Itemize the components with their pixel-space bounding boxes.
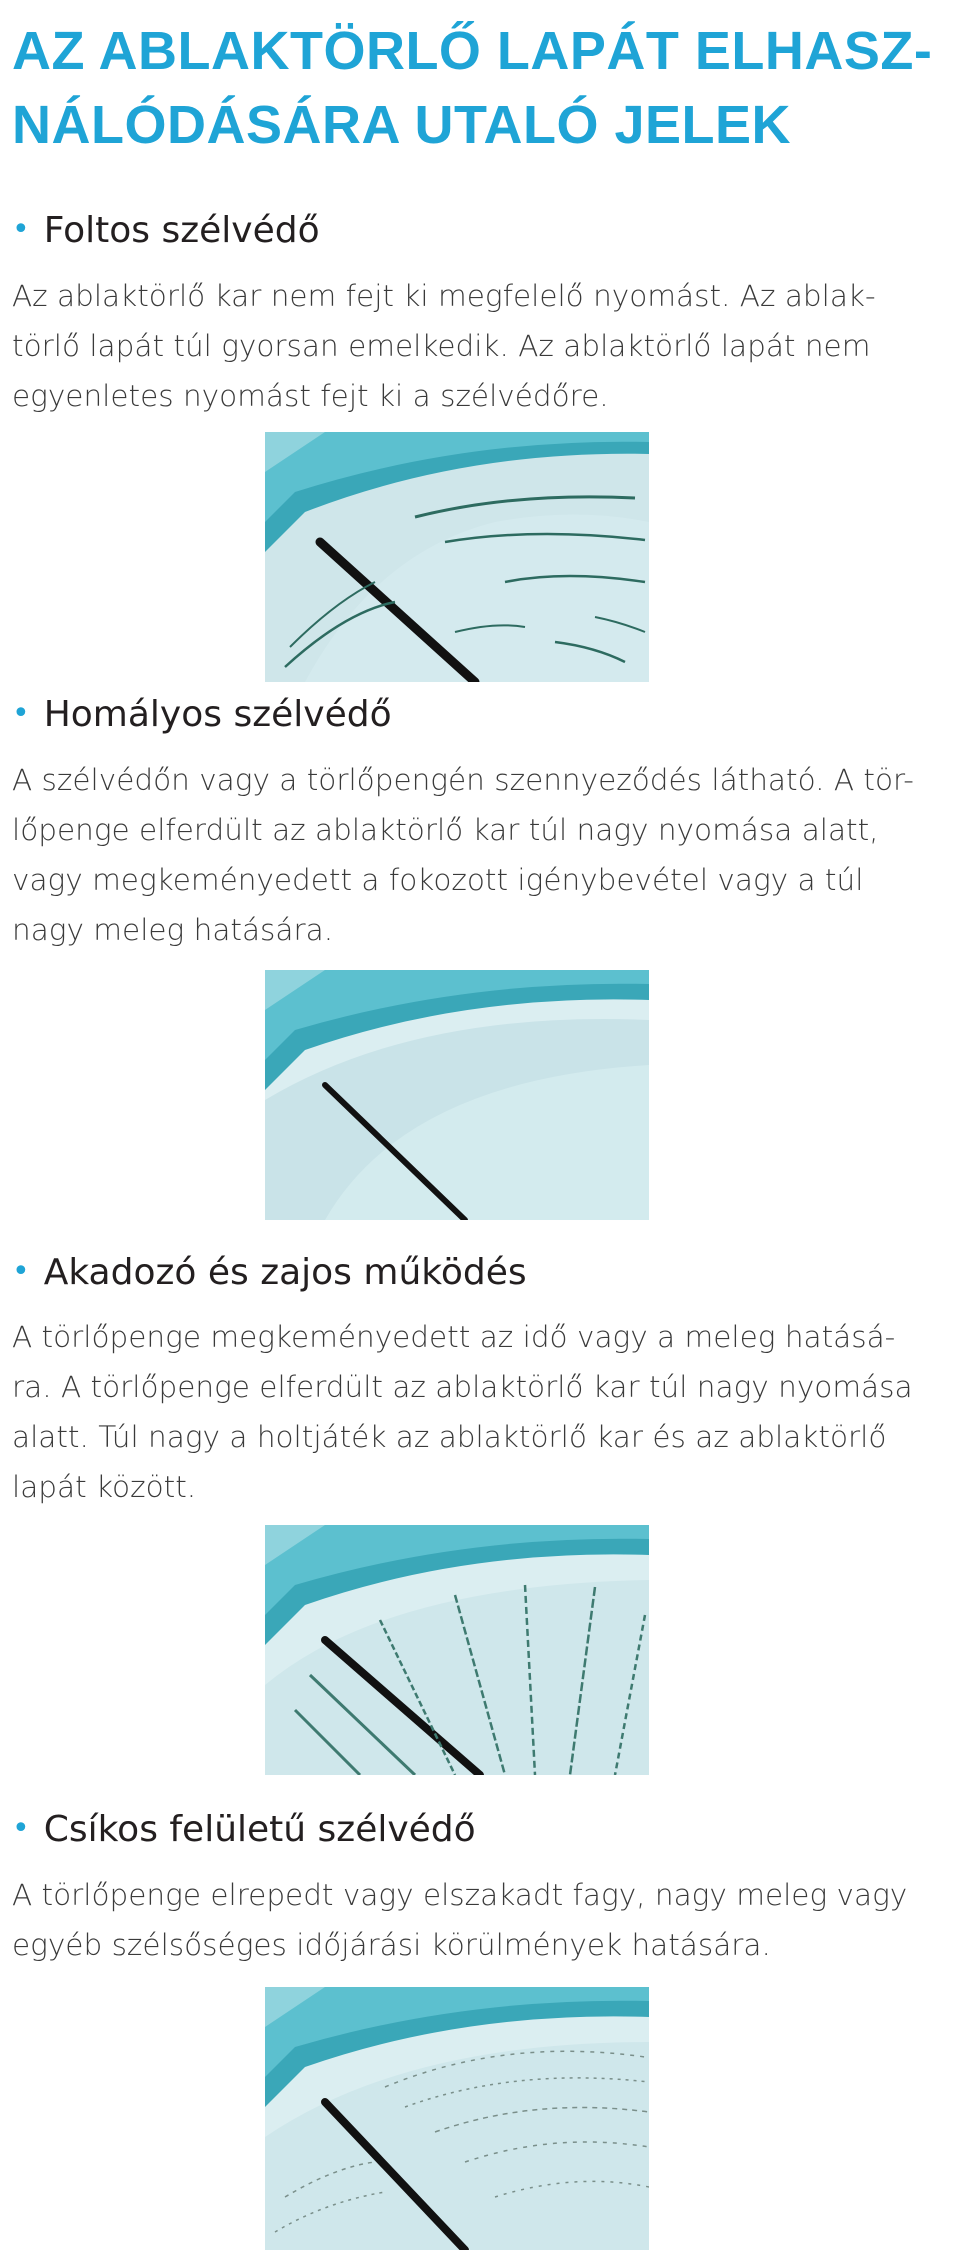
section-heading-text: Csíkos felületű szélvédő <box>43 1809 476 1850</box>
section-heading-hazy <box>12 692 392 740</box>
section-heading-text: Akadozó és zajos működés <box>43 1252 527 1293</box>
body-line: A szélvédőn vagy a törlőpengén szennyeződés látható. A tör- <box>12 763 914 797</box>
page-title-line-2: NÁLÓDÁSÁRA UTALÓ JELEK <box>12 95 791 155</box>
body-line: lapát között. <box>12 1470 197 1504</box>
section-body-spotty <box>12 271 948 421</box>
bullet-icon: • <box>12 1811 30 1846</box>
section-heading-text: Homályos szélvédő <box>43 694 392 735</box>
section-body-hazy <box>12 755 948 955</box>
windshield-streak-illustration <box>265 1987 649 2250</box>
body-line: A törlőpenge elrepedt vagy elszakadt fagy, nagy meleg vagy <box>12 1878 908 1912</box>
body-line: A törlőpenge megkeményedett az idő vagy a meleg hatásá- <box>12 1320 896 1354</box>
section-body-chatter <box>12 1312 948 1512</box>
windshield-haze-illustration <box>265 970 649 1220</box>
body-line: vagy megkeményedett a fokozott igénybevétel vagy a túl <box>12 863 864 897</box>
body-line: nagy meleg hatására. <box>12 913 334 947</box>
body-line: egyéb szélsőséges időjárási körülmények hatására. <box>12 1928 771 1962</box>
section-heading-spotty <box>12 208 320 256</box>
body-line: Az ablaktörlő kar nem fejt ki megfelelő nyomást. Az ablak- <box>12 279 876 313</box>
windshield-smear-illustration <box>265 432 649 682</box>
section-heading-text: Foltos szélvédő <box>43 210 320 251</box>
body-line: ra. A törlőpenge elferdült az ablaktörlő kar túl nagy nyomása <box>12 1370 913 1404</box>
body-line: lőpenge elferdült az ablaktörlő kar túl nagy nyomása alatt, <box>12 813 879 847</box>
body-line: törlő lapát túl gyorsan emelkedik. Az ablaktörlő lapát nem <box>12 329 871 363</box>
bullet-icon: • <box>12 696 30 731</box>
section-heading-streaky <box>12 1807 476 1855</box>
body-line: egyenletes nyomást fejt ki a szélvédőre. <box>12 379 609 413</box>
section-heading-chatter <box>12 1250 527 1298</box>
section-body-streaky <box>12 1870 948 1970</box>
bullet-icon: • <box>12 1254 30 1289</box>
body-line: alatt. Túl nagy a holtjáték az ablaktörlő kar és az ablaktörlő <box>12 1420 887 1454</box>
page-title <box>12 14 952 162</box>
windshield-chatter-illustration <box>265 1525 649 1775</box>
bullet-icon: • <box>12 212 30 247</box>
page-title-line-1: AZ ABLAKTÖRLŐ LAPÁT ELHASZ- <box>12 21 933 81</box>
